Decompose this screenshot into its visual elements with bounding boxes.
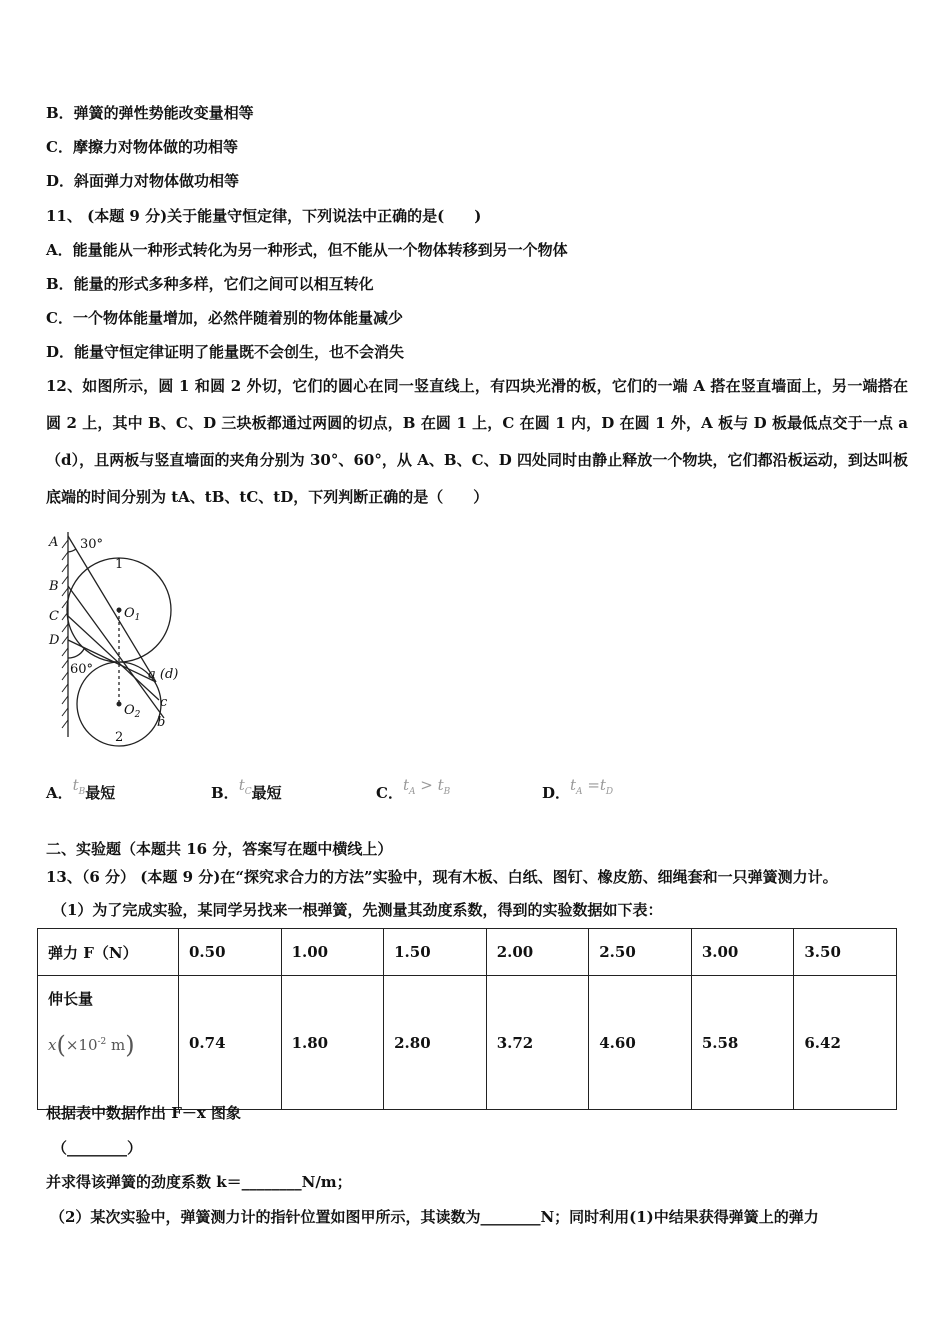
label-d: D xyxy=(49,633,60,648)
table-cell: 1.00 xyxy=(281,929,384,976)
angle-30: 30° xyxy=(80,537,104,552)
label-o2: $O_2$ xyxy=(124,703,141,720)
q11-option-b: B．能量的形式多种多样，它们之间可以相互转化 xyxy=(46,275,374,293)
circles-boards-figure xyxy=(44,522,194,747)
question-13-part2: （2）某次实验中，弹簧测力计的指针位置如图甲所示，其读数为________N；同时利用(1)中结果获得弹簧上的弹力 xyxy=(50,1208,819,1226)
table-cell: 1.80 xyxy=(281,976,384,1110)
table-cell: 2.80 xyxy=(384,976,487,1110)
q12-option-b: B．$t_C$最短 xyxy=(211,776,282,802)
table-cell: 5.58 xyxy=(691,976,794,1110)
wall-hatching xyxy=(62,540,68,728)
board-c xyxy=(68,616,159,700)
question-12-stem: 12、如图所示，圆 1 和圆 2 外切，它们的圆心在同一竖直线上，有四块光滑的板，它们的一端 A 搭在竖直墙面上，另一端搭在圆 2 上，其中 B、C、D 三块板都通过两圆的切点，B 在圆 1 上，C 在圆 1 内，D 在圆 1 外，A 板与 D 板最低点交于一点 a（d），且两板与竖直墙面的夹角分别为 30°、60°，从 A、B、C、D 四处同时由静止释放一个物块，它们都沿板运动，到达叫板底端的时间分别为 tA、tB、tC、tD，下列判断正确的是（ ） xyxy=(46,377,908,506)
spring-constant-line: 并求得该弹簧的劲度系数 k＝________N/m； xyxy=(46,1173,352,1191)
table-cell: 3.50 xyxy=(794,929,897,976)
question-11-stem: 11、 (本题 9 分)关于能量守恒定律，下列说法中正确的是( ) xyxy=(46,207,482,225)
table-row-extension xyxy=(38,976,897,1110)
table-row-force xyxy=(38,929,897,976)
table-cell: 3.00 xyxy=(691,929,794,976)
label-a: A xyxy=(49,535,59,550)
spring-data-table xyxy=(37,928,897,1110)
angle-60: 60° xyxy=(70,662,94,677)
label-c: C xyxy=(49,609,59,624)
plot-instruction: 根据表中数据作出 F－x 图象 xyxy=(46,1104,242,1122)
q11-option-a: A．能量能从一种形式转化为另一种形式，但不能从一个物体转移到另一个物体 xyxy=(46,241,568,259)
option-c-text: C．摩擦力对物体做的功相等 xyxy=(46,138,238,156)
question-13-part1: （1）为了完成实验，某同学另找来一根弹簧，先测量其劲度系数，得到的实验数据如下表： xyxy=(52,901,663,919)
table-cell: 3.72 xyxy=(486,976,589,1110)
plot-blank: （________） xyxy=(52,1139,143,1157)
label-c-lower: c xyxy=(160,695,168,710)
table-cell: 0.50 xyxy=(179,929,282,976)
table-cell: 2.50 xyxy=(589,929,692,976)
table-cell: 1.50 xyxy=(384,929,487,976)
table-cell: 4.60 xyxy=(589,976,692,1110)
row-header-extension: 伸长量 $x(\times 10^{-2}$ m) xyxy=(38,976,179,1110)
q12-option-a: A．$t_B$最短 xyxy=(46,776,116,802)
row-header-force: 弹力 F（N） xyxy=(38,929,179,976)
table-cell: 2.00 xyxy=(486,929,589,976)
table-cell: 0.74 xyxy=(179,976,282,1110)
option-d-text: D．斜面弹力对物体做功相等 xyxy=(46,172,240,190)
label-circle-2: 2 xyxy=(115,730,124,745)
label-b: B xyxy=(49,579,59,594)
q11-option-c: C．一个物体能量增加，必然伴随着别的物体能量减少 xyxy=(46,309,403,327)
label-ad: a (d) xyxy=(148,667,179,682)
option-b-text: B．弹簧的弹性势能改变量相等 xyxy=(46,104,254,122)
label-o1: $O_1$ xyxy=(124,606,141,623)
label-b-lower: b xyxy=(157,715,166,730)
q11-option-d: D．能量守恒定律证明了能量既不会创生，也不会消失 xyxy=(46,343,405,361)
question-13-intro: 13、（6 分） (本题 9 分)在“探究求合力的方法”实验中，现有木板、白纸、图钉、橡皮筋、细绳套和一只弹簧测力计。 xyxy=(46,868,838,886)
section-2-heading: 二、实验题（本题共 16 分，答案写在题中横线上） xyxy=(46,840,393,858)
q12-option-d: D．$t_A =t_D$ xyxy=(542,776,614,802)
label-circle-1: 1 xyxy=(115,557,124,572)
table-cell: 6.42 xyxy=(794,976,897,1110)
q12-option-c: C．$t_A > t_B$ xyxy=(376,776,451,802)
